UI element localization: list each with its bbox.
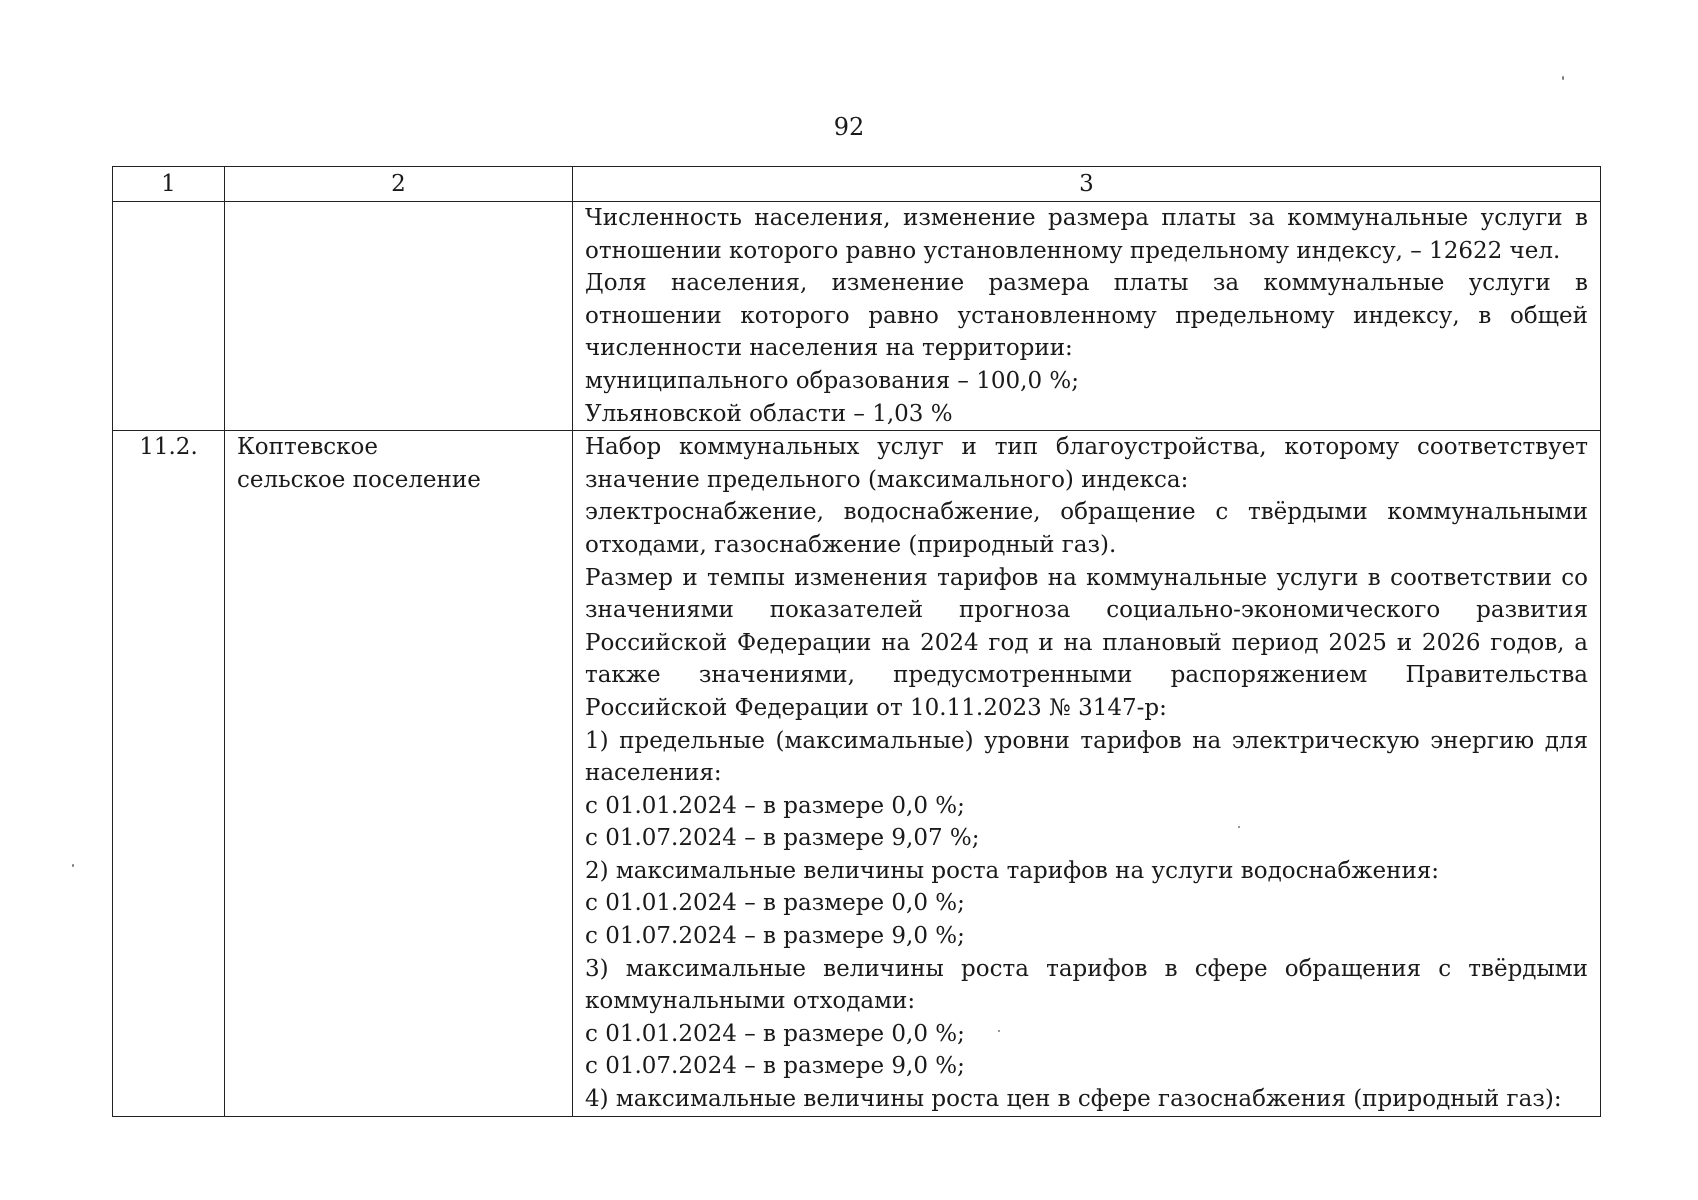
settlement-name-cell: [225, 202, 573, 431]
table-row: [113, 202, 1601, 431]
paragraph: Ульяновской области – 1,03 %: [585, 400, 953, 427]
paragraph: с 01.07.2024 – в размере 9,07 %;: [585, 825, 980, 852]
paragraph: с 01.01.2024 – в размере 0,0 %;: [585, 1020, 965, 1047]
paragraph: Доля населения, изменение размера платы за коммунальные услуги в отношении которого равно установленному предельному индексу, в общей численности населения на территории:: [585, 270, 1588, 362]
column-header-2: 2: [225, 167, 573, 202]
settlement-name-line: сельское поселение: [237, 466, 481, 493]
table-header-row: [113, 167, 1601, 202]
scan-speck: [1562, 76, 1564, 80]
page-number: 92: [833, 113, 865, 141]
paragraph: 2) максимальные величины роста тарифов на услуги водоснабжения:: [585, 857, 1440, 884]
paragraph: 3) максимальные величины роста тарифов в сфере обращения с твёрдыми коммунальными отходами:: [585, 955, 1588, 1015]
paragraph: 1) предельные (максимальные) уровни тарифов на электрическую энергию для населения:: [585, 727, 1588, 787]
scan-speck: [72, 864, 74, 867]
description-cell: [573, 202, 1601, 431]
paragraph: 4) максимальные величины роста цен в сфере газоснабжения (природный газ):: [585, 1086, 1562, 1113]
paragraph: электроснабжение, водоснабжение, обращение с твёрдыми коммунальными отходами, газоснабжение (природный газ).: [585, 499, 1588, 558]
paragraph: с 01.07.2024 – в размере 9,0 %;: [585, 1053, 965, 1080]
paragraph: муниципального образования – 100,0 %;: [585, 367, 1079, 394]
paragraph: с 01.01.2024 – в размере 0,0 %;: [585, 890, 965, 917]
scan-speck: [998, 1030, 1000, 1032]
table-row: [113, 431, 1601, 1116]
description-cell: [573, 431, 1601, 1116]
paragraph: с 01.01.2024 – в размере 0,0 %;: [585, 792, 965, 819]
settlement-name-cell: [225, 431, 573, 1116]
scan-speck: [1238, 826, 1240, 828]
paragraph: с 01.07.2024 – в размере 9,0 %;: [585, 923, 965, 950]
row-number-cell: [113, 202, 225, 431]
paragraph: Набор коммунальных услуг и тип благоустройства, которому соответствует значение предельного (максимального) индекса:: [585, 434, 1588, 493]
settlement-name-line: Коптевское: [237, 434, 378, 461]
paragraph: Численность населения, изменение размера платы за коммунальные услуги в отношении которого равно установленному предельному индексу, – 12622 чел.: [585, 205, 1588, 264]
row-number-cell: 11.2.: [113, 431, 225, 1116]
paragraph: Размер и темпы изменения тарифов на коммунальные услуги в соответствии со значениями показателей прогноза социально-экономического развития Российской Федерации на 2024 год и на плановый период 2025 и 2026 годов, а также значениями, предусмотренными распоряжением Правительства Российской Федерации от 10.11.2023 № 3147-р:: [585, 564, 1588, 721]
column-header-1: 1: [113, 167, 225, 202]
column-header-3: 3: [573, 167, 1601, 202]
tariff-table: [112, 166, 1601, 1117]
